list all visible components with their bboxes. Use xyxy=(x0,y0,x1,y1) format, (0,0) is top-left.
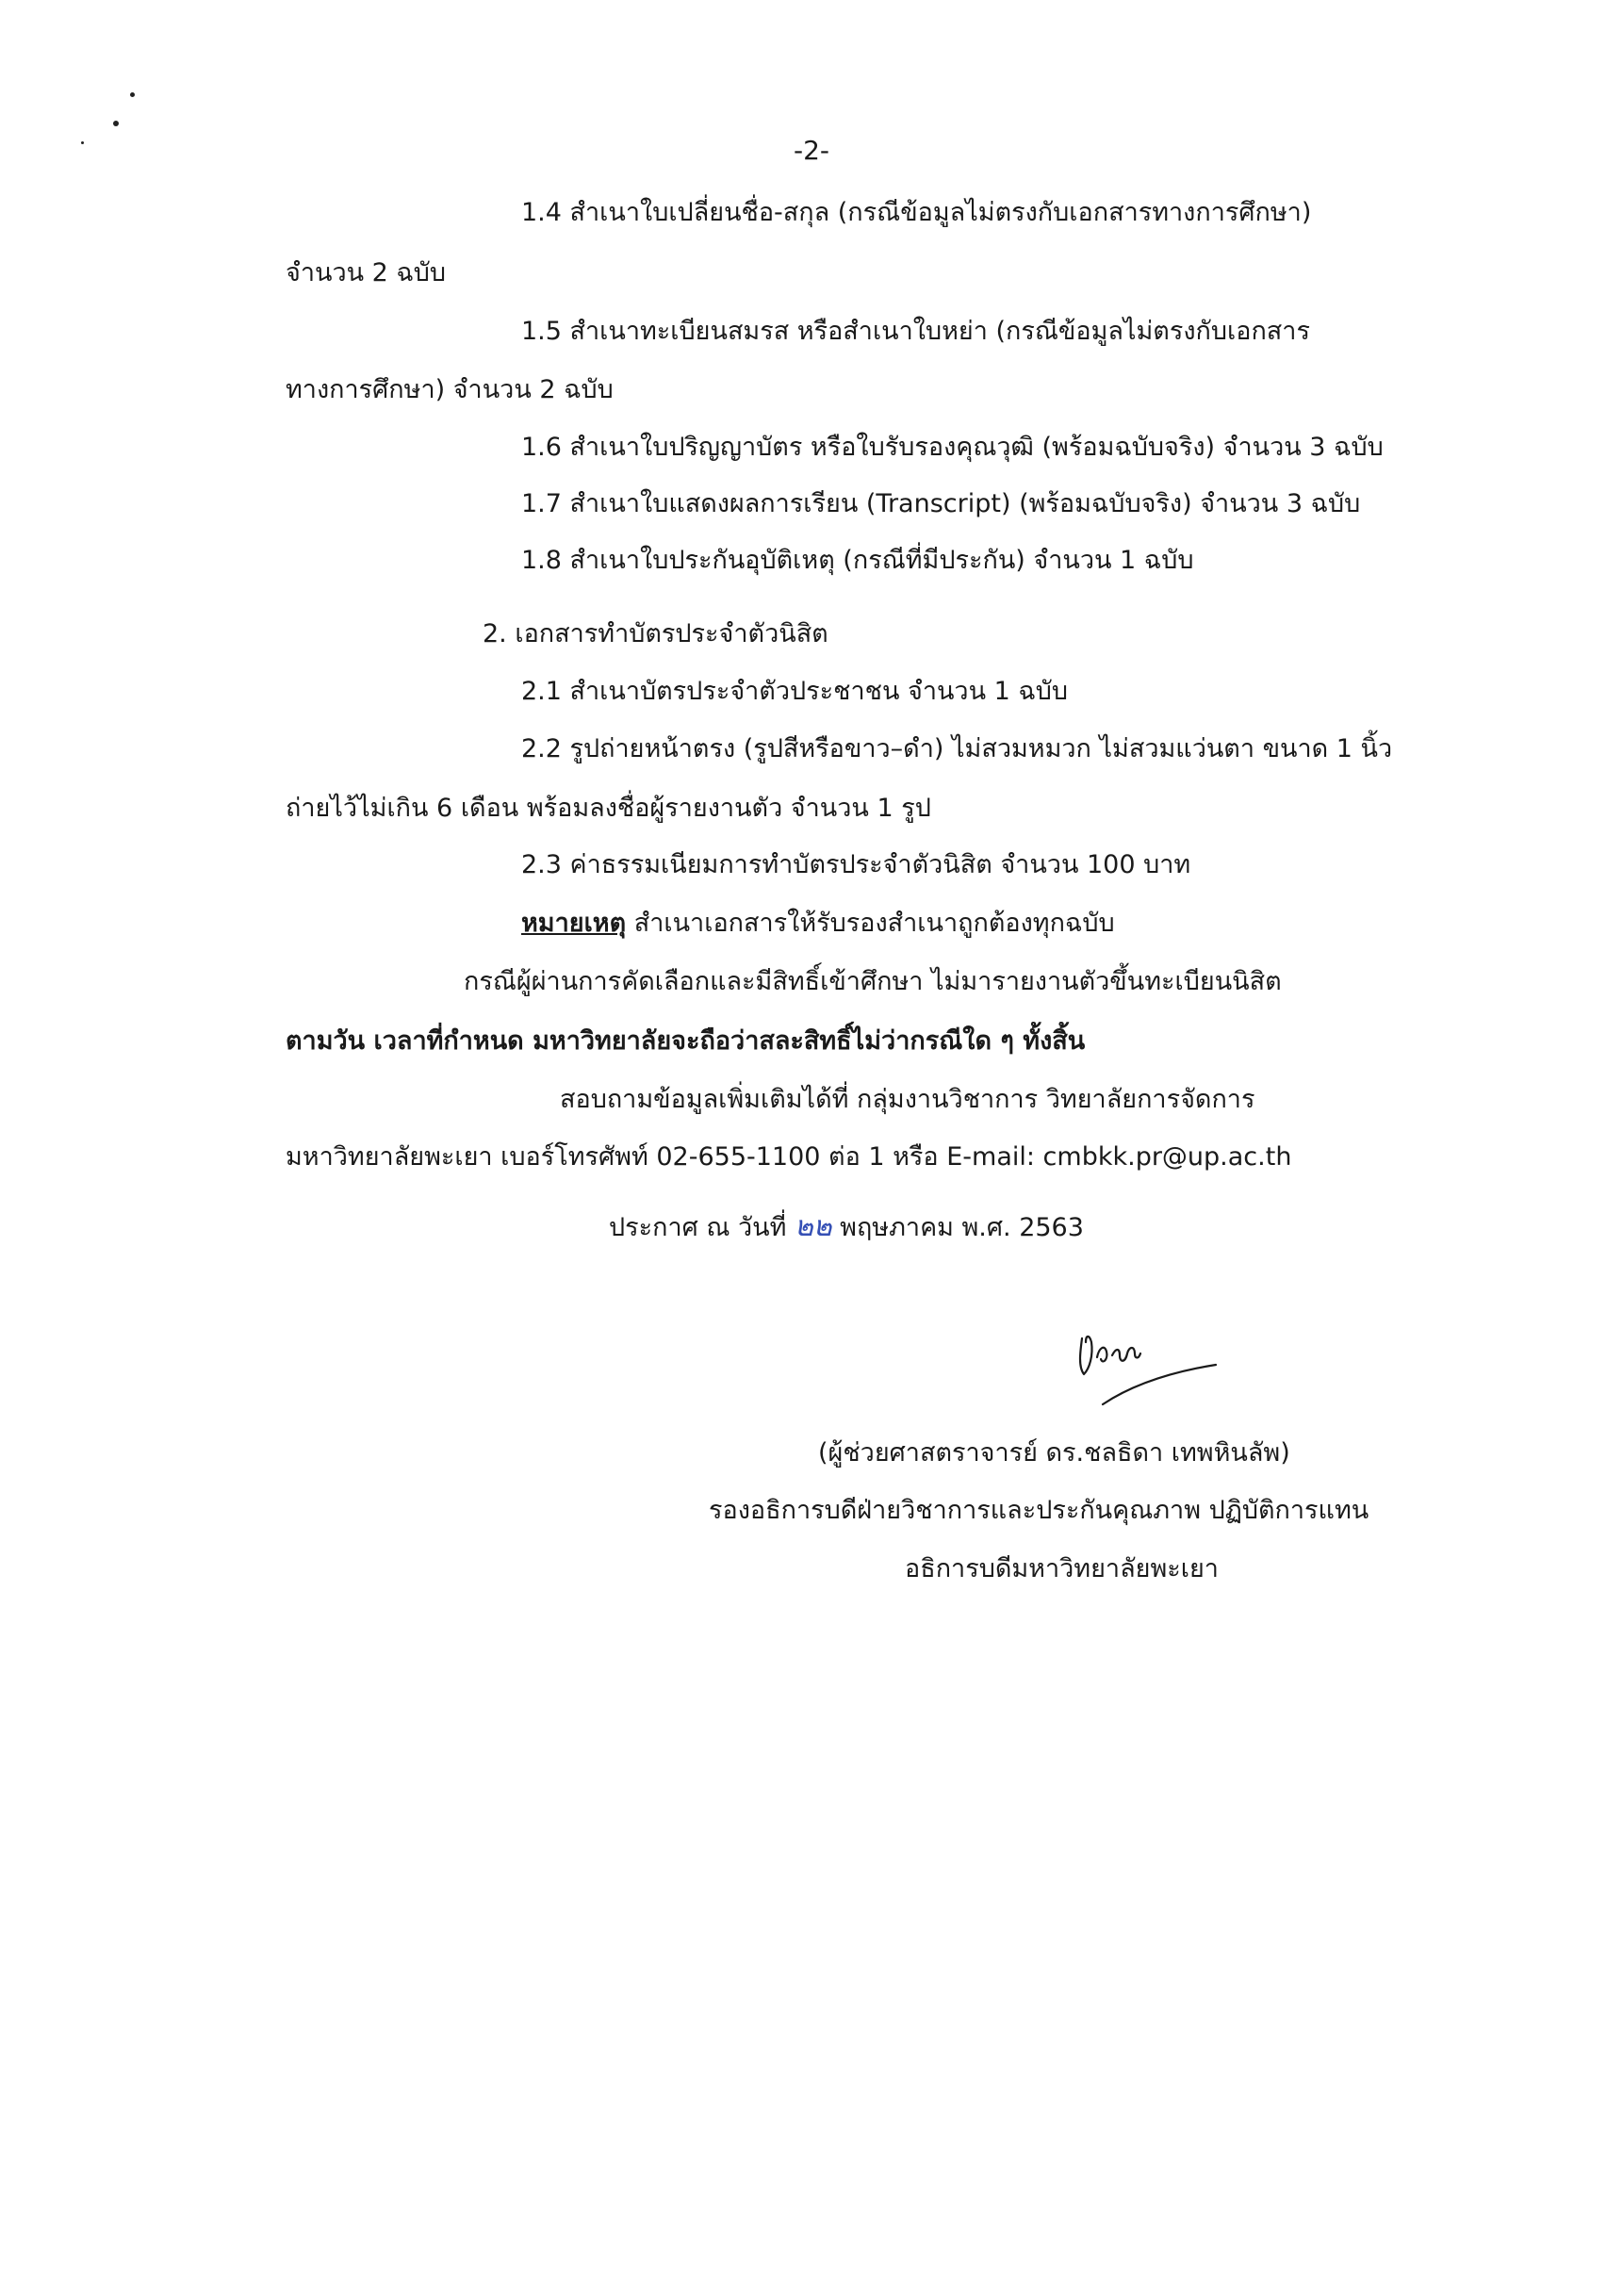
signatory-office: อธิการบดีมหาวิทยาลัยพะเยา xyxy=(905,1554,1219,1583)
announce-prefix: ประกาศ ณ วันที่ xyxy=(609,1213,795,1242)
contact-line-1: สอบถามข้อมูลเพิ่มเติมได้ที่ กลุ่มงานวิชาการ วิทยาลัยการจัดการ xyxy=(560,1085,1255,1114)
announcement-date xyxy=(609,1208,1084,1247)
item-1-5-line-2: ทางการศึกษา) จำนวน 2 ฉบับ xyxy=(286,375,614,404)
item-1-4-line-1: 1.4 สำเนาใบเปลี่ยนชื่อ-สกุล (กรณีข้อมูลไม่ตรงกับเอกสารทางการศึกษา) xyxy=(521,198,1312,227)
note-label: หมายเหตุ xyxy=(521,909,627,938)
item-2-2-line-2: ถ่ายไว้ไม่เกิน 6 เดือน พร้อมลงชื่อผู้รายงานตัว จำนวน 1 รูป xyxy=(286,794,931,823)
contact-line-2: มหาวิทยาลัยพะเยา เบอร์โทรศัพท์ 02-655-1100 ต่อ 1 หรือ E-mail: cmbkk.pr@up.ac.th xyxy=(286,1142,1292,1172)
scan-speck xyxy=(113,121,119,126)
item-1-5-line-1: 1.5 สำเนาทะเบียนสมรส หรือสำเนาใบหย่า (กรณีข้อมูลไม่ตรงกับเอกสาร xyxy=(521,317,1310,346)
item-1-6: 1.6 สำเนาใบปริญญาบัตร หรือใบรับรองคุณวุฒิ (พร้อมฉบับจริง) จำนวน 3 ฉบับ xyxy=(521,433,1384,462)
signatory-name: (ผู้ช่วยศาสตราจารย์ ดร.ชลธิดา เทพหินลัพ) xyxy=(818,1438,1290,1468)
announce-suffix: พฤษภาคม พ.ศ. 2563 xyxy=(831,1213,1084,1242)
section-2-heading: 2. เอกสารทำบัตรประจำตัวนิสิต xyxy=(483,619,828,648)
page-number: -2- xyxy=(793,135,830,166)
item-2-1: 2.1 สำเนาบัตรประจำตัวประชาชน จำนวน 1 ฉบับ xyxy=(521,677,1069,706)
item-1-4-line-2: จำนวน 2 ฉบับ xyxy=(286,258,447,287)
signature-mark xyxy=(1065,1310,1225,1414)
item-2-3: 2.3 ค่าธรรมเนียมการทำบัตรประจำตัวนิสิต จำนวน 100 บาท xyxy=(521,850,1191,879)
note-paragraph-line-1: กรณีผู้ผ่านการคัดเลือกและมีสิทธิ์เข้าศึกษา ไม่มารายงานตัวขึ้นทะเบียนนิสิต xyxy=(464,967,1282,996)
item-1-8: 1.8 สำเนาใบประกันอุบัติเหตุ (กรณีที่มีประกัน) จำนวน 1 ฉบับ xyxy=(521,546,1194,575)
note-text: สำเนาเอกสารให้รับรองสำเนาถูกต้องทุกฉบับ xyxy=(626,909,1115,938)
note-paragraph-line-2: ตามวัน เวลาที่กำหนด มหาวิทยาลัยจะถือว่าสละสิทธิ์ไม่ว่ากรณีใด ๆ ทั้งสิ้น xyxy=(286,1026,1086,1056)
item-2-2-line-1: 2.2 รูปถ่ายหน้าตรง (รูปสีหรือขาว–ดำ) ไม่สวมหมวก ไม่สวมแว่นตา ขนาด 1 นิ้ว xyxy=(521,734,1393,763)
scan-speck xyxy=(130,92,135,97)
signatory-title: รองอธิการบดีฝ่ายวิชาการและประกันคุณภาพ ปฏิบัติการแทน xyxy=(709,1496,1369,1525)
item-1-7: 1.7 สำเนาใบแสดงผลการเรียน (Transcript) (พร้อมฉบับจริง) จำนวน 3 ฉบับ xyxy=(521,489,1361,518)
note-line xyxy=(521,905,1115,943)
handwritten-day: ๒๒ xyxy=(795,1210,832,1243)
